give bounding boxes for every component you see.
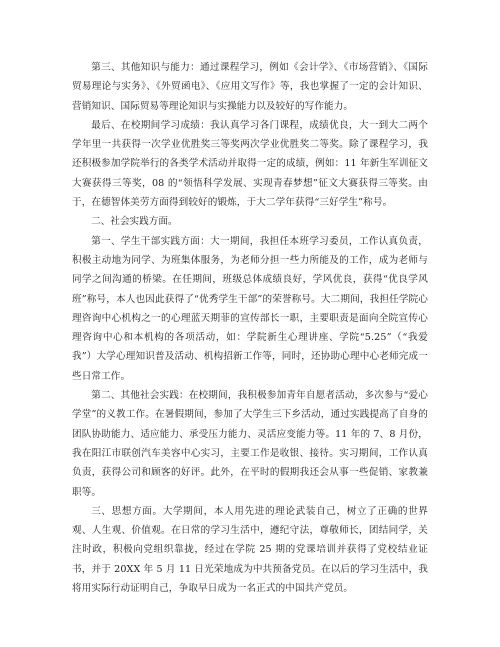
section-heading-social-practice: 二、社会实践方面。 — [91, 216, 178, 228]
paragraph-ideology: 三、思想方面。大学期间，本人用先进的理论武装自己，树立了正确的世界观、人生观、价值观。在日常的学习生活中，遵纪守法，尊敬师长，团结同学，关注时政，积极向党组织靠拢，经过在学院 25 期的党课培训并获得了党校结业证书，并于 20XX 年 5 月 11 日光荣地成为中共预备党员。在以后的学习生活中，我将用实际行动证明自己，争取早日成为一名正式的中国共产党员。 — [72, 505, 428, 595]
paragraph-student-cadre: 第一、学生干部实践方面：大一期间，我担任本班学习委员，工作认真负责，积极主动地为同学、为班集体服务，为老师分担一些力所能及的工作，成为老师与同学之间沟通的桥梁。在任期间，班级总体成绩良好，学风优良，获得“优良学风班”称号，本人也因此获得了“优秀学生干部”的荣誉称号。大二期间，我担任学院心理咨询中心机构之一的心理蓝天期菲的宣传部长一职，主要职责是面向全院宣传心理咨询中心和本机构的各项活动，如：学院新生心理讲座、学院“5.25”（“我爱我”）大学心理知识普及活动、机构招新工作等，同时，还协助心理中心老师完成一些日常工作。 — [72, 235, 428, 382]
paragraph-academic-results: 最后、在校期间学习成绩：我认真学习各门课程，成绩优良，大一到大二两个学年里一共获得一次学业优胜奖三等奖两次学业优胜奖二等奖。除了课程学习，我还积极参加学院举行的各类学术活动并取得一定的成绩，例如：11 年新生军训征文大赛获得三等奖，08 的“领悟科学发展、实现青春梦想”征文大赛获得三等奖。由于，在德智体美劳方面得到较好的锻炼，于大二学年获得“三好学生”称号。 — [72, 119, 428, 209]
document-page — [72, 58, 428, 598]
paragraph-other-social-practice: 第二、其他社会实践：在校期间，我积极参加青年自愿者活动，多次参与“爱心学堂”的义教工作。在暑假期间，参加了大学生三下乡活动，通过实践提高了自身的团队协助能力、适应能力、承受压力能力、灵活应变能力等。11 年的 7、8 月份，我在阳江市联创汽车美容中心实习，主要工作是收银、接待。实习期间，工作认真负责，获得公司和顾客的好评。此外，在平时的假期我还会从事一些促销、家教兼职等。 — [72, 390, 428, 498]
paragraph-other-knowledge: 第三、其他知识与能力：通过课程学习，例如《会计学》、《市场营销》、《国际贸易理论与实务》、《外贸函电》、《应用文写作》等，我也掌握了一定的会计知识、营销知识、国际贸易等理论知识与实操能力以及较好的写作能力。 — [72, 62, 428, 112]
